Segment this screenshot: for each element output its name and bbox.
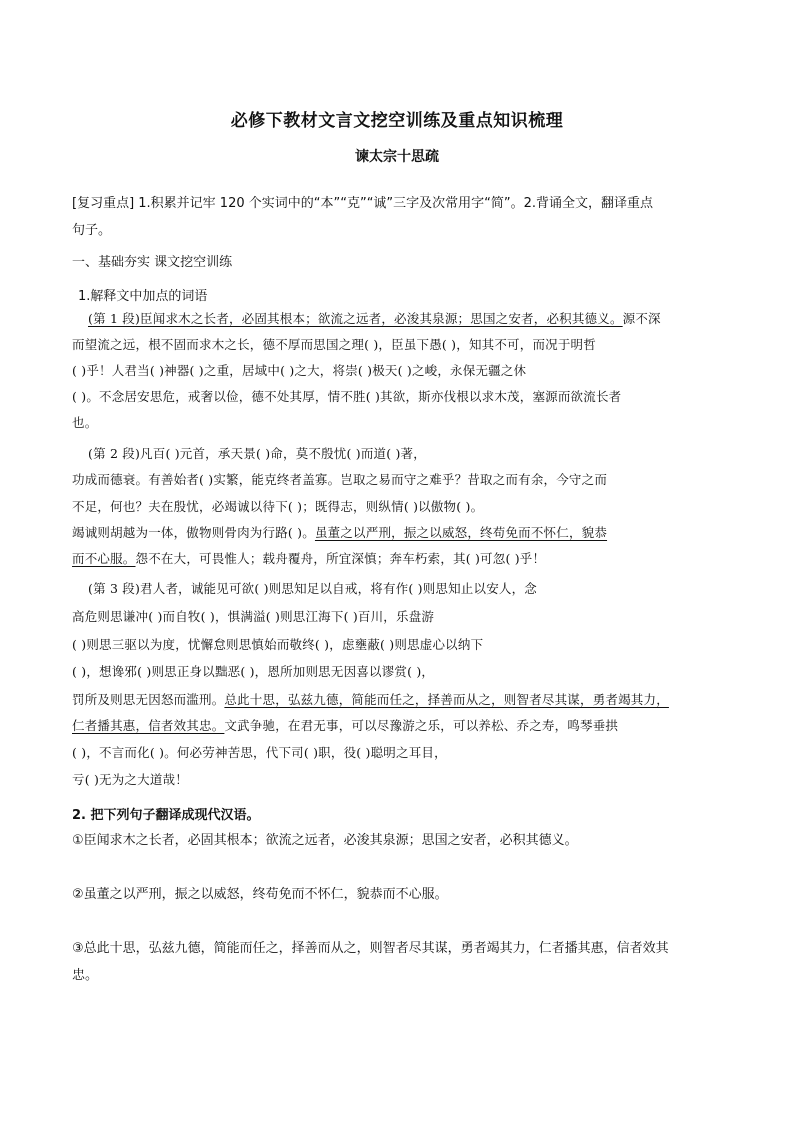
passage-line: ( )，想谗邪( )则思正身以黜恶( )，恩所加则思无因喜以谬赏( )，: [72, 664, 435, 679]
passage-line: (第 2 段)凡百( )元首，承天景( )命，莫不殷忧( )而道( )著，: [88, 446, 426, 461]
passage-line: 高危则思谦冲( )而自牧( )，惧满溢( )则思江海下( )百川，乐盘游: [72, 609, 435, 624]
review-line-2: 句子。: [72, 223, 112, 238]
passage-line: ( )。不念居安思危，戒奢以俭，德不处其厚，情不胜( )其欲，斯亦伐根以求木茂，塞源而欲流长者: [72, 389, 622, 404]
underlined-sentence: 而不心服。: [72, 551, 136, 566]
passage-line: 不足，何也？夫在殷忧，必竭诚以待下( )；既得志，则纵情( )以傲物( )。: [72, 499, 484, 514]
passage-line: 罚所及则思无因怒而滥刑。总此十思，弘兹九德，简能而任之，择善而从之，则智者尽其谋，勇者竭其力，: [72, 692, 669, 707]
passage-line: (第 3 段)君人者，诚能见可欲( )则思知足以自戒，将有作( )则思知止以安人，念: [88, 581, 538, 596]
passage-line: 而望流之远，根不固而求木之长，德不厚而思国之理( )，臣虽下愚( )，知其不可，而况于明哲: [72, 337, 596, 352]
underlined-sentence: (第 1 段)臣闻求木之长者，必固其根本；欲流之远者，必浚其泉源；思国之安者，必积其德义。: [88, 311, 623, 326]
section-1-heading: 一、基础夯实 课文挖空训练: [72, 255, 233, 270]
underlined-sentence: 虽董之以严刑，振之以威怒，终苟免而不怀仁，貌恭: [314, 525, 608, 540]
underlined-sentence: 总此十思，弘兹九德，简能而任之，择善而从之，则智者尽其谋，勇者竭其力，: [224, 692, 669, 707]
passage-line: ( )，不言而化( )。何必劳神苦思，代下司( )职，役( )聪明之耳目，: [72, 745, 447, 760]
translation-sentence-3: ③总此十思，弘兹九德，简能而任之，择善而从之，则智者尽其谋，勇者竭其力，仁者播其惠，信者效其: [72, 941, 669, 956]
passage-line: ( )则思三驱以为度，忧懈怠则思慎始而敬终( )，虑壅蔽( )则思虚心以纳下: [72, 637, 484, 652]
underlined-sentence: 仁者播其惠，信者效其忠。: [72, 718, 225, 733]
translation-sentence-2: ②虽董之以严刑，振之以威怒，终苟免而不怀仁，貌恭而不心服。: [72, 887, 448, 902]
passage-line: 功成而德衰。有善始者( )实繁，能克终者盖寡。岂取之易而守之难乎？昔取之而有余，今守之而: [72, 472, 608, 487]
review-line-1: [复习重点] 1.积累并记牢 120 个实词中的“本”“克”“诚”三字及次常用字“简”。2.背诵全文，翻译重点: [72, 196, 654, 211]
passage-line: 也。: [72, 415, 98, 430]
section-1-sub-heading: 1.解释文中加点的词语: [78, 289, 208, 304]
passage-line: 而不心服。怨不在大，可畏惟人；载舟覆舟，所宜深慎；奔车朽索，其( )可忽( )乎！: [72, 551, 546, 566]
passage-line: 仁者播其惠，信者效其忠。文武争驰，在君无事，可以尽豫游之乐，可以养松、乔之寿，鸣琴垂拱: [72, 718, 619, 733]
passage-line: (第 1 段)臣闻求木之长者，必固其根本；欲流之远者，必浚其泉源；思国之安者，必积其德义。源不深: [88, 311, 661, 326]
passage-line: 竭诚则胡越为一体，傲物则骨肉为行路( )。虽董之以严刑，振之以威怒，终苟免而不怀仁，貌恭: [72, 525, 608, 540]
page-subtitle: 谏太宗十思疏: [355, 149, 439, 165]
passage-line: 亏( )无为之大道哉！: [72, 772, 188, 787]
passage-line: ( )乎！人君当( )神器( )之重，居域中( )之大，将崇( )极天( )之峻，永保无疆之休: [72, 363, 527, 378]
translation-sentence-3-cont: 忠。: [72, 968, 99, 983]
section-2-heading: 2. 把下列句子翻译成现代汉语。: [72, 808, 260, 823]
page-title: 必修下教材文言文挖空训练及重点知识梳理: [230, 111, 564, 131]
translation-sentence-1: ①臣闻求木之长者，必固其根本；欲流之远者，必浚其泉源；思国之安者，必积其德义。: [72, 833, 578, 848]
